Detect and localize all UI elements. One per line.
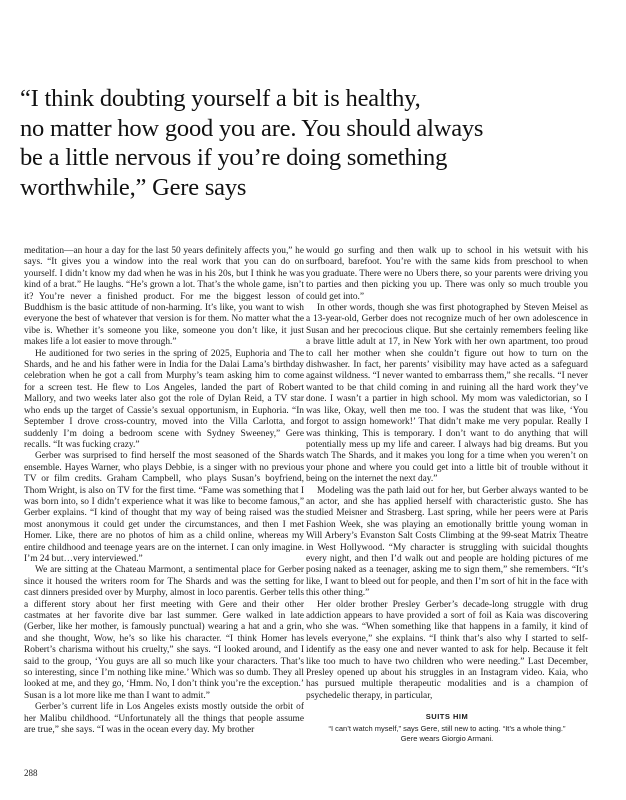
paragraph: meditation—an hour a day for the last 50 years definitely affects you,” he says. “It gives you a window into the real work that you can do on yourself. I didn’t know my dad when he was in his 20s, but I think he was kind of a brat.” He laughs. “He’s grown a lot. That’s the whole game, isn’t it? You’re never a finished product. For me the biggest lesson of Buddhism is the basic attitude of non-harming. It’s like, you want to wish everyone the best of whatever that version is for them. No matter what the vibe is. Whether it’s someone you like, someone you don’t like, it just makes life a lot easier to move through.”: [24, 246, 304, 348]
paragraph: Her older brother Presley Gerber’s decade-long struggle with drug addiction appears to have provided a sort of foil as Kaia was discovering who she was. “When something like that happens in a family, it kind of levels everyone,” she explains. “I think that’s also why I started to self-identify as the easy one and never wanted to ask for help. Because it felt like too much to have two children who were needing.” Last December, Presley opened up about his struggles in an Instagram video. Kaia, who has pursued multiple therapeutic modalities and is a champion of psychedelic therapy, in particular,: [306, 599, 588, 701]
paragraph: Gerber was surprised to find herself the most seasoned of the Shards ensemble. Hayes Warner, who plays Debbie, is a singer with no previous TV or film credits. Graham Campbell, who plays Susan’s boyfriend, Thom Wright, is also on TV for the first time. “Fame was something that I was born into, so I didn’t experience what it was like to become famous,” Gerber explains. “I kind of thought that my way of being raised was the most anonymous it could get under the circumstances, and then I met Homer. Like, there are no photos of him as a child online, whereas my entire childhood and teenage years are on the internet. I can only imagine. I’m 24 but…very interviewed.”: [24, 451, 304, 564]
paragraph: Modeling was the path laid out for her, but Gerber always wanted to be an actor, and she has applied herself with characteristic gusto. She has studied Meisner and Strasberg. Last spring, while her peers were at Paris Fashion Week, she was playing an emotionally brittle young woman in Will Arbery’s Evanston Salt Costs Climbing at the 99-seat Matrix Theatre in West Hollywood. “My character is struggling with suicidal thoughts every night, and then I’d walk out and people are holding pictures of me posing naked as a teenager, asking me to sign them,” she remembers. “It’s like, I want to bleed out for people, and then I’m sort of hit in the face with this other thing.”: [306, 485, 588, 599]
paragraph: would go surfing and then walk up to school in his wetsuit with his surfboard, barefoot. You’re with the same kids from preschool to when you graduate. There were no Ubers there, so your parents were driving you to parties and then picking you up. There was only so much trouble you could get into.”: [306, 246, 588, 302]
paragraph: He auditioned for two series in the spring of 2025, Euphoria and The Shards, and he and his father were in India for the Dalai Lama’s birthday celebration when he got a call from Murphy’s team asking him to come for a screen test. He flew to Los Angeles, landed the part of Robert Mallory, and two weeks later also got the role of Dylan Reid, a TV star who ends up the target of Cassie’s sexual opportunism, in Euphoria. “In September I drove cross-country, moved into the Villa Carlotta, and suddenly I’m doing a bedroom scene with Sydney Sweeney,” Gere recalls. “It was fucking crazy.”: [24, 348, 304, 450]
caption-quote: “I can’t watch myself,” says Gere, still new to acting. “It’s a whole thing.”: [328, 724, 566, 733]
pull-quote-line: “I think doubting yourself a bit is healthy,: [20, 85, 421, 112]
paragraph: Gerber’s current life in Los Angeles exists mostly outside the orbit of her Malibu childhood. “Unfortunately all the things that people assume are true,” she says. “I was in the ocean every day. My brother: [24, 702, 304, 736]
page-number: 288: [24, 768, 38, 778]
paragraph: In other words, though she was first photographed by Steven Meisel as a 13-year-old, Gerber does not recognize much of her own adolescence in Susan and her precocious clique. But she certainly remembers feeling like a brave little adult at 17, in New York with her own apartment, too proud to call her mother when she couldn’t figure out how to turn on the dishwasher. In fact, her parents’ visibility may have acted as a safeguard against wildness. “I never wanted to embarrass them,” she recalls. “I never wanted to be that child coming in and ruining all the hard work they’ve done. I wasn’t a partier in high school. My mom was valedictorian, so I was like, Okay, well then me too. I was the student that was like, ‘You forgot to assign homework!’ That didn’t make me very popular. Really I was thinking, This is temporary. I don’t want to do anything that will potentially mess up my life and career. I always had big dreams. But you watch The Shards, and it makes you long for a time when you weren’t on your phone and where you could get into a little bit of trouble without it being on the internet the next day.”: [306, 303, 588, 485]
caption-heading: SUITS HIM: [425, 712, 469, 721]
left-column: [24, 246, 304, 736]
pull-quote-line: no matter how good you are. You should always: [20, 114, 484, 142]
pull-quote: [20, 84, 484, 202]
photo-caption: [306, 712, 588, 743]
right-column: [306, 246, 588, 702]
caption-credit: Gere wears Giorgio Armani.: [400, 733, 494, 743]
paragraph: We are sitting at the Chateau Marmont, a sentimental place for Gerber since it housed the writers room for The Shards and was the setting for cast dinners presided over by Murphy, almost in loco parentis. Gerber tells a different story about her first meeting with Gere and their other castmates at her favorite dive bar last summer. Gere walked in late (Gerber, like her mother, is famously punctual) wearing a hat and a grin, and she thought, Wow, he’s so like his character. “I think Homer has Robert’s charisma without his cruelty,” she says. “I looked around, and I said to the group, ‘You guys are all so much like your characters. That’s so interesting, since I’m nothing like mine.’ Which was so dumb. They all looked at me, and they go, ‘Hmm. No, I don’t think you’re the exception.’ Susan is a lot more like me than I want to admit.”: [24, 565, 304, 701]
pull-quote-line: be a little nervous if you’re doing something: [20, 144, 448, 171]
pull-quote-line: worthwhile,” Gere says: [20, 173, 247, 201]
